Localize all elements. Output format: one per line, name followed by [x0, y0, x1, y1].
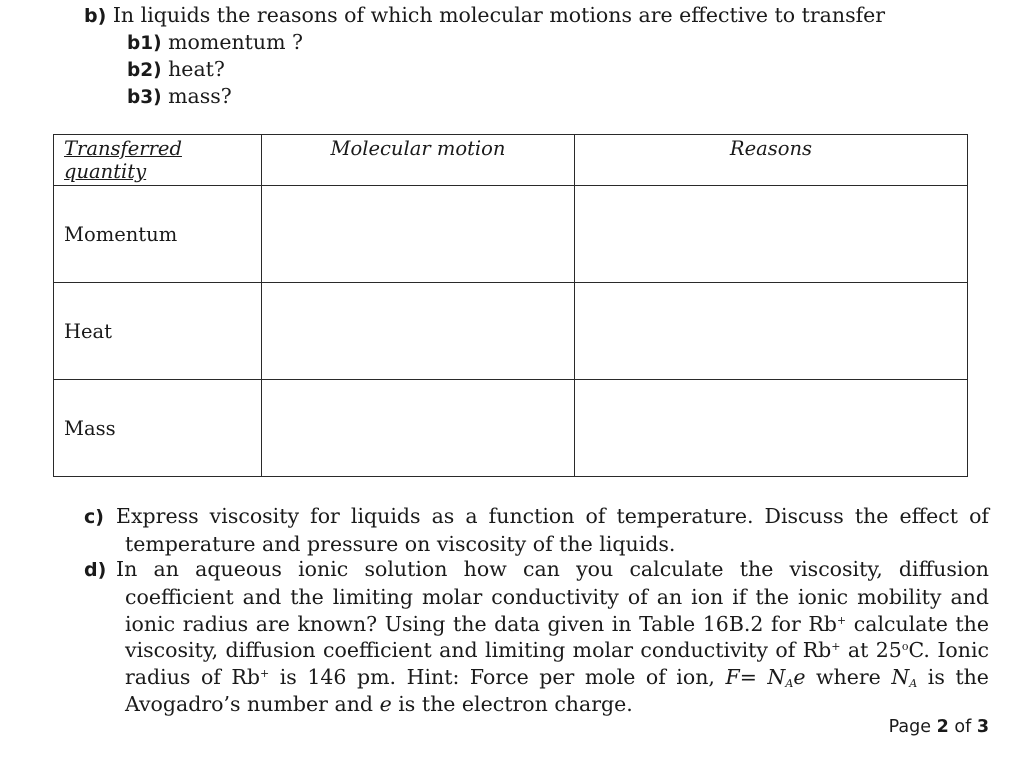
page-number: [889, 717, 989, 737]
superscript-plus: +: [836, 613, 847, 627]
cell-mass-reasons[interactable]: [575, 380, 968, 477]
row-label-heat: Heat: [54, 283, 262, 380]
question-b2-label: b2): [127, 60, 162, 81]
superscript-plus: +: [259, 667, 270, 681]
table-row: [54, 380, 968, 477]
question-d-text-3: ionic radius are known? Using the data given in Table 16B.2 for Rb: [125, 611, 837, 636]
question-c-label: c): [84, 506, 104, 528]
question-b3-text: mass?: [168, 84, 232, 108]
symbol-e: e: [379, 691, 392, 716]
question-d-text-4: viscosity, diffusion coefficient and limiting molar conductivity of Rb: [125, 638, 832, 663]
question-d-line: [84, 611, 989, 638]
question-d-text-4b: at 25: [847, 638, 902, 663]
question-d-text-3b: calculate the: [853, 611, 989, 636]
question-d-text-5c: where: [815, 665, 881, 690]
question-d-text-4c: C. Ionic: [908, 638, 989, 663]
symbol-N: N: [891, 665, 910, 690]
question-b: [84, 2, 885, 30]
symbol-e: e: [793, 665, 806, 690]
question-b-label: b): [84, 5, 107, 27]
question-c: [84, 503, 989, 558]
row-label-momentum: Momentum: [54, 186, 262, 283]
table-header-row: [54, 135, 968, 186]
question-d-line: coefficient and the limiting molar conductivity of an ion if the ionic mobility and: [125, 584, 989, 609]
cell-heat-motion[interactable]: [262, 283, 575, 380]
question-d: [84, 556, 989, 718]
question-d-line: [84, 664, 989, 691]
question-d-line: [84, 637, 989, 664]
table-row: [54, 283, 968, 380]
table-row: [54, 186, 968, 283]
question-b2: [127, 56, 225, 85]
question-d-label: d): [84, 559, 107, 581]
question-c-line: [84, 503, 989, 531]
symbol-N: N: [767, 665, 786, 690]
question-d-text-5a: radius of Rb: [125, 665, 260, 690]
row-label-mass: Mass: [54, 380, 262, 477]
question-c-text-1: Express viscosity for liquids as a function of temperature. Discuss the effect of: [116, 504, 989, 528]
question-d-line: [84, 556, 989, 584]
question-c-line: temperature and pressure on viscosity of the liquids.: [125, 531, 676, 556]
symbol-F: F: [725, 665, 740, 690]
transfer-table: [53, 134, 968, 477]
subscript-A: A: [785, 677, 794, 691]
question-d-text-6b: is the electron charge.: [398, 691, 633, 716]
question-d-text-1: In an aqueous ionic solution how can you calculate the viscosity, diffusion: [116, 557, 989, 581]
question-b1: [127, 29, 303, 58]
question-b1-text: momentum ?: [168, 30, 304, 54]
question-b-text: In liquids the reasons of which molecular motions are effective to transfer: [112, 3, 886, 27]
question-d-text-5b: is 146 pm. Hint: Force per mole of ion,: [279, 665, 715, 690]
question-d-text-5d: is the: [927, 665, 989, 690]
total-pages: 3: [976, 717, 989, 737]
cell-mass-motion[interactable]: [262, 380, 575, 477]
equals-sign: =: [739, 665, 757, 690]
cell-momentum-reasons[interactable]: [575, 186, 968, 283]
question-b3-label: b3): [127, 87, 162, 108]
question-b1-label: b1): [127, 33, 162, 54]
superscript-plus: +: [831, 640, 841, 654]
degree-superscript: o: [901, 640, 909, 654]
question-d-line: [84, 691, 989, 718]
header-reasons: Reasons: [575, 135, 968, 186]
header-transferred-quantity: Transferred quantity: [54, 135, 262, 186]
current-page: 2: [936, 717, 949, 737]
question-d-text-6a: Avogadro’s number and: [125, 691, 374, 716]
of-word: of: [954, 717, 972, 737]
question-b2-text: heat?: [168, 57, 225, 81]
question-b3: [127, 83, 232, 112]
cell-momentum-motion[interactable]: [262, 186, 575, 283]
page-word: Page: [888, 717, 932, 737]
header-molecular-motion: Molecular motion: [262, 135, 575, 186]
cell-heat-reasons[interactable]: [575, 283, 968, 380]
subscript-A: A: [909, 677, 918, 691]
